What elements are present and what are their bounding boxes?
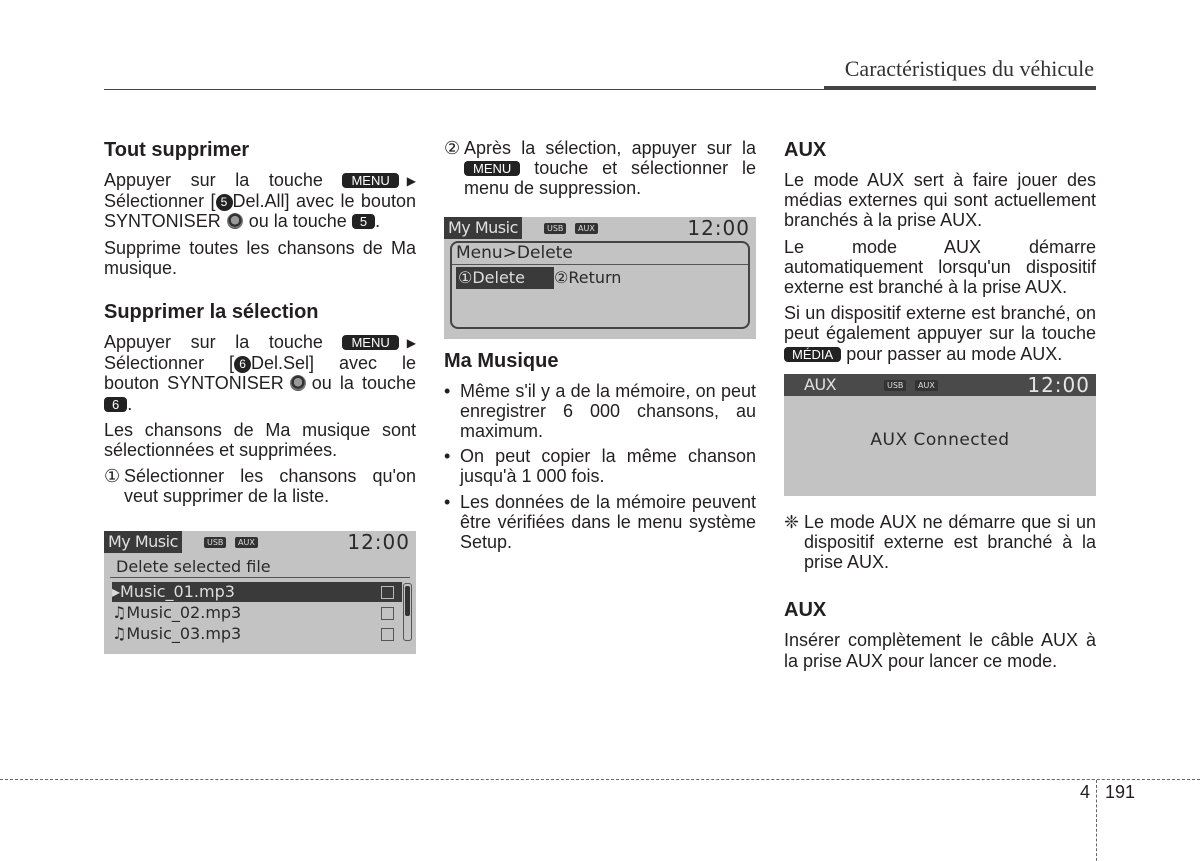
paragraph-tout-supprimer-result: Supprime toutes les chansons de Ma musique. bbox=[104, 237, 416, 278]
step-2-text bbox=[464, 138, 756, 199]
text: . bbox=[127, 393, 133, 414]
key-5-icon: 5 bbox=[352, 214, 375, 229]
page-header-title: Caractéristiques du véhicule bbox=[844, 56, 1094, 81]
delete-option[interactable]: ①Delete bbox=[456, 267, 554, 289]
paragraph-supprimer-selection bbox=[104, 332, 416, 414]
section-title-aux: AUX bbox=[784, 139, 827, 161]
text: . bbox=[375, 211, 381, 232]
note bbox=[784, 512, 1096, 573]
number-5-circle-icon: 5 bbox=[216, 194, 233, 211]
column-right bbox=[784, 138, 1096, 677]
paragraph-aux-1: Le mode AUX sert à faire jouer des médias externes qui sont actuellement branchés à la prise AUX. bbox=[784, 170, 1096, 231]
screen-clock: 12:00 bbox=[347, 530, 410, 554]
screen-status-bar bbox=[444, 217, 756, 239]
section-title-ma-musique: Ma Musique bbox=[444, 349, 559, 372]
step-1 bbox=[104, 466, 416, 506]
section-title-tout-supprimer: Tout supprimer bbox=[104, 139, 250, 161]
scroll-thumb[interactable] bbox=[405, 586, 410, 616]
media-key-icon: MÉDIA bbox=[784, 347, 841, 362]
screen-clock: 12:00 bbox=[687, 216, 750, 240]
screen-title: AUX bbox=[804, 374, 837, 394]
screen-breadcrumb: Menu>Delete bbox=[456, 242, 573, 263]
aux-badge-icon: AUX bbox=[915, 380, 938, 391]
screen-status-bar bbox=[104, 531, 416, 553]
tune-knob-icon bbox=[290, 375, 306, 391]
file-name: ♫Music_03.mp3 bbox=[112, 623, 242, 643]
step-1-text: Sélectionner les chansons qu'on veut supprimer de la liste. bbox=[124, 466, 416, 507]
text: Sélectionner [ bbox=[104, 353, 235, 374]
ma-musique-list bbox=[444, 381, 756, 553]
paragraph-aux-insert: Insérer complètement le câble AUX à la prise AUX pour lancer ce mode. bbox=[784, 630, 1096, 671]
menu-key-icon: MENU bbox=[464, 161, 520, 176]
text: ou la bbox=[311, 373, 354, 394]
scrollbar[interactable] bbox=[403, 583, 412, 641]
text: touche bbox=[361, 373, 416, 394]
arrow-right-icon: ▶ bbox=[406, 336, 416, 351]
text: Appuyer sur la touche bbox=[104, 170, 323, 190]
paragraph-aux-2: Le mode AUX démarre automatiquement lorsqu'un dispositif externe est branché à la prise AUX. bbox=[784, 236, 1096, 298]
checkbox-icon[interactable] bbox=[381, 586, 394, 599]
section-title-aux-2: AUX bbox=[784, 599, 827, 622]
chapter-number: 4 bbox=[1080, 782, 1091, 802]
arrow-right-icon: ▶ bbox=[406, 174, 416, 188]
divider bbox=[110, 577, 410, 578]
paragraph-aux-3 bbox=[784, 303, 1096, 364]
footer-divider-vertical bbox=[1096, 780, 1097, 861]
screen-menu-delete bbox=[444, 217, 756, 339]
text: bouton SYNTONISER bbox=[104, 373, 284, 394]
screen-title: My Music bbox=[104, 531, 182, 553]
file-row[interactable] bbox=[112, 624, 402, 644]
menu-key-icon: MENU bbox=[342, 173, 398, 188]
list-item-text: Même s'il y a de la mémoire, on peut enregistrer 6 000 chansons, au maximum. bbox=[460, 380, 756, 442]
text: pour passer au mode AUX. bbox=[846, 343, 1063, 364]
file-row[interactable] bbox=[112, 603, 402, 623]
text: touche bbox=[292, 211, 347, 232]
page-number: 191 bbox=[1105, 782, 1136, 802]
screen-message: AUX Connected bbox=[870, 429, 1010, 450]
screen-status-bar bbox=[784, 374, 1096, 396]
tune-knob-icon bbox=[227, 213, 243, 229]
list-item bbox=[444, 381, 756, 442]
text: bouton SYNTONISER bbox=[104, 191, 416, 232]
footer-divider bbox=[0, 779, 1200, 780]
usb-badge-icon: USB bbox=[204, 537, 226, 548]
text: Del.Sel] avec le bbox=[251, 353, 416, 374]
paragraph-tout-supprimer bbox=[104, 170, 416, 232]
checkbox-icon[interactable] bbox=[381, 628, 394, 641]
list-item bbox=[444, 492, 756, 553]
header-rule-accent bbox=[824, 86, 1096, 90]
text: touche et sélectionner le menu de suppression. bbox=[464, 158, 756, 199]
column-middle bbox=[444, 138, 756, 557]
screen-aux-connected bbox=[784, 374, 1096, 496]
list-item bbox=[444, 446, 756, 486]
note-text: Le mode AUX ne démarre que si un dispositif externe est branché à la prise AUX. bbox=[804, 511, 1096, 573]
step-2 bbox=[444, 138, 756, 199]
usb-badge-icon: USB bbox=[884, 380, 906, 391]
bullet-icon: • bbox=[444, 491, 451, 512]
file-name: ▸Music_01.mp3 bbox=[112, 581, 235, 601]
text: Après la sélection, appuyer sur la bbox=[464, 138, 756, 158]
step-1-mark: ① bbox=[104, 466, 121, 487]
text: Appuyer sur la touche bbox=[104, 332, 323, 353]
aux-badge-icon: AUX bbox=[235, 537, 258, 548]
key-6-icon: 6 bbox=[104, 397, 127, 412]
bullet-icon: • bbox=[444, 380, 451, 401]
aux-badge-icon: AUX bbox=[575, 223, 598, 234]
note-mark-icon: ❈ bbox=[784, 511, 800, 532]
return-option[interactable]: ②Return bbox=[554, 267, 622, 287]
step-2-mark: ② bbox=[444, 138, 461, 158]
list-item-text: On peut copier la même chanson jusqu'à 1 000 fois. bbox=[460, 446, 756, 487]
number-6-circle-icon: 6 bbox=[234, 356, 251, 373]
text: ou la bbox=[248, 211, 288, 232]
text: Sélectionner [ bbox=[104, 191, 216, 212]
text: Del.All] avec le bbox=[232, 191, 355, 212]
section-title-supprimer-selection: Supprimer la sélection bbox=[104, 301, 319, 324]
screen-subtitle: Delete selected file bbox=[116, 556, 271, 576]
screen-title: My Music bbox=[444, 217, 522, 239]
text: Si un dispositif externe est branché, on peut également appuyer sur la touche bbox=[784, 303, 1096, 344]
bullet-icon: • bbox=[444, 446, 451, 467]
paragraph-supprimer-selection-result: Les chansons de Ma musique sont sélectionnées et supprimées. bbox=[104, 419, 416, 461]
menu-key-icon: MENU bbox=[342, 335, 398, 350]
checkbox-icon[interactable] bbox=[381, 607, 394, 620]
file-row[interactable] bbox=[112, 582, 402, 602]
list-item-text: Les données de la mémoire peuvent être vérifiées dans le menu système Setup. bbox=[460, 491, 756, 553]
screen-clock: 12:00 bbox=[1027, 373, 1090, 397]
column-left bbox=[104, 138, 416, 654]
file-name: ♫Music_02.mp3 bbox=[112, 602, 242, 622]
usb-badge-icon: USB bbox=[544, 223, 566, 234]
divider bbox=[452, 264, 748, 265]
screen-delete-selected bbox=[104, 531, 416, 654]
